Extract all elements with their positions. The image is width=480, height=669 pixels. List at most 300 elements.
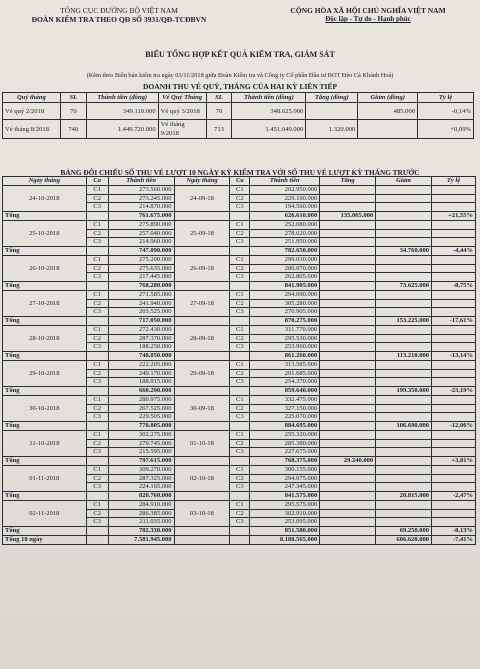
- grand-total-row: [3, 535, 476, 544]
- shift-label: C1: [86, 325, 108, 334]
- empty-cell: [432, 404, 476, 413]
- empty-cell: [376, 474, 432, 483]
- shift-label: C2: [86, 404, 108, 413]
- shift-label: C2: [86, 509, 108, 518]
- shift-label: C1: [230, 290, 250, 299]
- ratio-cell: -23,19%: [432, 387, 476, 396]
- empty-cell: [320, 465, 376, 474]
- empty-cell: [320, 360, 376, 369]
- shift-label: C3: [86, 378, 108, 387]
- daily-total-previous: 626.610.000: [250, 212, 320, 221]
- shift-amount: 211.035.000: [108, 518, 174, 527]
- empty-cell: [320, 185, 376, 194]
- shift-label: C3: [86, 273, 108, 282]
- shift-label: C3: [230, 343, 250, 352]
- shift-amount: 287.370.000: [108, 334, 174, 343]
- shift-amount: 287.325.000: [108, 474, 174, 483]
- shift-amount: 272.430.000: [108, 325, 174, 334]
- daily-total-current: 748.050.000: [108, 352, 174, 361]
- increase-cell: [320, 422, 376, 431]
- shift-label: C1: [230, 325, 250, 334]
- shift-amount: 284.910.000: [108, 500, 174, 509]
- shift-amount: 229.505.000: [108, 413, 174, 422]
- empty-cell: [230, 317, 250, 326]
- date-cell: 25-10-2018: [3, 220, 87, 246]
- empty-cell: [432, 518, 476, 527]
- empty-cell: [376, 264, 432, 273]
- shift-row: [3, 395, 476, 404]
- shift-label: C2: [86, 474, 108, 483]
- daily-total-row: [3, 387, 476, 396]
- empty-cell: [432, 290, 476, 299]
- empty-cell: [86, 247, 108, 256]
- summary-cell: 349.110.000: [86, 103, 158, 120]
- shift-row: [3, 325, 476, 334]
- daily-total-previous: 861.260.000: [250, 352, 320, 361]
- empty-cell: [376, 255, 432, 264]
- empty-cell: [432, 474, 476, 483]
- empty-cell: [86, 317, 108, 326]
- summary-cell: 485.000: [358, 103, 418, 120]
- empty-cell: [320, 474, 376, 483]
- date-cell: 03-10-18: [174, 500, 230, 526]
- empty-cell: [376, 439, 432, 448]
- shift-amount: 257.040.000: [108, 229, 174, 238]
- shift-amount: 241.940.000: [108, 299, 174, 308]
- shift-label: C1: [86, 465, 108, 474]
- empty-cell: [174, 282, 230, 291]
- shift-amount: 294.090.000: [250, 290, 320, 299]
- shift-label: C2: [230, 229, 250, 238]
- shift-amount: 302.910.000: [250, 509, 320, 518]
- shift-label: C3: [86, 518, 108, 527]
- daily-total-previous: 841.905.000: [250, 282, 320, 291]
- empty-cell: [376, 238, 432, 247]
- shift-amount: 275.200.000: [108, 255, 174, 264]
- shift-label: C3: [86, 483, 108, 492]
- shift-amount: 254.370.000: [250, 378, 320, 387]
- summary-cell: 70: [60, 103, 86, 120]
- date-cell: 28-10-2018: [3, 325, 87, 351]
- shift-label: C1: [230, 430, 250, 439]
- empty-cell: [376, 203, 432, 212]
- date-cell: 01-11-2018: [3, 465, 87, 491]
- empty-cell: [230, 527, 250, 536]
- shift-label: C1: [230, 220, 250, 229]
- daily-total-previous: 870.275.000: [250, 317, 320, 326]
- empty-cell: [174, 492, 230, 501]
- shift-label: C3: [86, 343, 108, 352]
- empty-cell: [432, 185, 476, 194]
- summary-header-cell: Vé Quý Tháng: [158, 93, 206, 103]
- empty-cell: [376, 273, 432, 282]
- shift-amount: 291.685.000: [250, 369, 320, 378]
- empty-cell: [320, 308, 376, 317]
- shift-label: C3: [230, 483, 250, 492]
- empty-cell: [86, 527, 108, 536]
- shift-row: [3, 360, 476, 369]
- empty-cell: [376, 185, 432, 194]
- empty-cell: [86, 492, 108, 501]
- empty-cell: [432, 378, 476, 387]
- shift-amount: 295.575.000: [250, 500, 320, 509]
- comparison-header-cell: Ngày tháng: [3, 177, 87, 186]
- shift-label: C3: [230, 413, 250, 422]
- shift-label: C1: [86, 290, 108, 299]
- inspection-team-name: ĐOÀN KIỂM TRA THEO QĐ SỐ 3931/QĐ-TCĐBVN: [31, 15, 207, 24]
- ratio-cell: +3,81%: [432, 457, 476, 466]
- empty-cell: [432, 509, 476, 518]
- empty-cell: [86, 387, 108, 396]
- summary-cell: 1.449.720.000: [86, 120, 158, 139]
- empty-cell: [320, 203, 376, 212]
- national-name: CỘNG HÒA XÃ HỘI CHỦ NGHĨA VIỆT NAM: [290, 6, 446, 15]
- shift-label: C3: [86, 413, 108, 422]
- empty-cell: [320, 430, 376, 439]
- date-cell: 01-10-18: [174, 430, 230, 456]
- summary-header-cell: Tỷ lệ: [418, 93, 474, 103]
- empty-cell: [86, 212, 108, 221]
- shift-label: C3: [86, 238, 108, 247]
- empty-cell: [432, 395, 476, 404]
- empty-cell: [376, 404, 432, 413]
- daily-total-current: 660.290.000: [108, 387, 174, 396]
- shift-label: C2: [230, 194, 250, 203]
- comparison-header-cell: Ca: [86, 177, 108, 186]
- empty-cell: [174, 527, 230, 536]
- shift-label: C2: [86, 229, 108, 238]
- empty-cell: [432, 334, 476, 343]
- empty-cell: [86, 535, 108, 544]
- shift-label: C1: [86, 220, 108, 229]
- empty-cell: [376, 194, 432, 203]
- daily-total-row: [3, 457, 476, 466]
- shift-row: [3, 500, 476, 509]
- empty-cell: [320, 238, 376, 247]
- shift-label: C2: [230, 509, 250, 518]
- empty-cell: [320, 448, 376, 457]
- summary-row: [3, 103, 474, 120]
- decrease-cell: 199.350.000: [376, 387, 432, 396]
- shift-amount: 279.745.000: [108, 439, 174, 448]
- empty-cell: [230, 352, 250, 361]
- increase-cell: [320, 317, 376, 326]
- national-motto: Độc lập - Tự do - Hạnh phúc: [325, 15, 411, 23]
- daily-total-current: 797.615.000: [108, 457, 174, 466]
- increase-cell: 29.240.000: [320, 457, 376, 466]
- summary-table: [2, 92, 474, 139]
- total-label: Tổng: [3, 422, 87, 431]
- empty-cell: [376, 413, 432, 422]
- empty-cell: [320, 325, 376, 334]
- empty-cell: [376, 334, 432, 343]
- shift-label: C3: [86, 308, 108, 317]
- summary-cell: Vé tháng 9/2018: [158, 120, 206, 139]
- shift-amount: 270.905.000: [250, 308, 320, 317]
- ratio-cell: -8,75%: [432, 282, 476, 291]
- daily-total-row: [3, 527, 476, 536]
- shift-amount: 253.960.000: [250, 343, 320, 352]
- increase-cell: [320, 352, 376, 361]
- shift-amount: 280.975.000: [108, 395, 174, 404]
- shift-amount: 271.585.000: [108, 290, 174, 299]
- comparison-header-cell: Tỷ lệ: [432, 177, 476, 186]
- ratio-cell: -4,44%: [432, 247, 476, 256]
- shift-amount: 262.805.000: [250, 273, 320, 282]
- total-label: Tổng: [3, 352, 87, 361]
- date-cell: 24-09-18: [174, 185, 230, 211]
- shift-amount: 255.320.000: [250, 430, 320, 439]
- shift-label: C2: [230, 404, 250, 413]
- empty-cell: [376, 465, 432, 474]
- ratio-cell: -12,06%: [432, 422, 476, 431]
- shift-amount: 313.585.000: [250, 360, 320, 369]
- total-label: Tổng: [3, 527, 87, 536]
- summary-cell: 348.625.000: [232, 103, 306, 120]
- total-label: Tổng: [3, 247, 87, 256]
- summary-cell: Vé quý 2/2018: [3, 103, 61, 120]
- decrease-cell: [376, 212, 432, 221]
- decrease-cell: 113.210.000: [376, 352, 432, 361]
- daily-total-previous: 768.375.000: [250, 457, 320, 466]
- empty-cell: [230, 387, 250, 396]
- empty-cell: [86, 282, 108, 291]
- comparison-header-cell: Ca: [230, 177, 250, 186]
- decrease-cell: 106.690.000: [376, 422, 432, 431]
- daily-total-row: [3, 492, 476, 501]
- shift-label: C1: [230, 395, 250, 404]
- comparison-header-cell: Tăng: [320, 177, 376, 186]
- empty-cell: [320, 500, 376, 509]
- shift-row: [3, 430, 476, 439]
- summary-header-cell: Thành tiền (đồng): [86, 93, 158, 103]
- summary-cell: [306, 103, 358, 120]
- shift-amount: 275.635.000: [108, 264, 174, 273]
- shift-amount: 217.445.000: [108, 273, 174, 282]
- ratio-cell: -17,61%: [432, 317, 476, 326]
- increase-cell: [320, 247, 376, 256]
- shift-amount: 188.915.000: [108, 378, 174, 387]
- increase-cell: [320, 492, 376, 501]
- comparison-table: [2, 176, 476, 545]
- empty-cell: [376, 220, 432, 229]
- shift-label: C3: [230, 238, 250, 247]
- grand-total-previous: 8.188.565.000: [250, 535, 320, 544]
- summary-header-cell: SL: [60, 93, 86, 103]
- comparison-header-row: [3, 177, 476, 186]
- shift-amount: 273.560.000: [108, 185, 174, 194]
- decrease-cell: 69.250.000: [376, 527, 432, 536]
- shift-label: C1: [86, 430, 108, 439]
- empty-cell: [432, 369, 476, 378]
- daily-total-current: 747.890.000: [108, 247, 174, 256]
- increase-cell: [320, 387, 376, 396]
- shift-amount: 267.525.000: [108, 404, 174, 413]
- empty-cell: [320, 220, 376, 229]
- empty-cell: [320, 369, 376, 378]
- summary-cell: 1.320.000: [306, 120, 358, 139]
- daily-total-row: [3, 212, 476, 221]
- shift-amount: 215.595.000: [108, 448, 174, 457]
- date-cell: 26-09-18: [174, 255, 230, 281]
- shift-amount: 229.100.000: [250, 194, 320, 203]
- daily-total-row: [3, 317, 476, 326]
- date-cell: 30-09-18: [174, 395, 230, 421]
- shift-amount: 214.870.000: [108, 203, 174, 212]
- shift-label: C1: [230, 500, 250, 509]
- date-cell: 25-09-18: [174, 220, 230, 246]
- empty-cell: [230, 282, 250, 291]
- shift-label: C1: [230, 185, 250, 194]
- empty-cell: [376, 509, 432, 518]
- shift-label: C1: [86, 255, 108, 264]
- grand-total-current: 7.581.945.000: [108, 535, 174, 544]
- summary-cell: -0,14%: [418, 103, 474, 120]
- empty-cell: [320, 518, 376, 527]
- summary-cell: Vé tháng 8/2018: [3, 120, 61, 139]
- shift-label: C1: [230, 255, 250, 264]
- shift-amount: 253.095.000: [250, 518, 320, 527]
- date-cell: 31-10-2018: [3, 430, 87, 456]
- shift-amount: 227.675.000: [250, 448, 320, 457]
- empty-cell: [432, 413, 476, 422]
- summary-header-cell: SL: [206, 93, 232, 103]
- shift-amount: 251.950.000: [250, 238, 320, 247]
- shift-label: C1: [86, 500, 108, 509]
- date-cell: 24-10-2018: [3, 185, 87, 211]
- empty-cell: [376, 448, 432, 457]
- empty-cell: [376, 229, 432, 238]
- shift-amount: 202.950.000: [250, 185, 320, 194]
- section-comparison-title: BẢNG ĐỐI CHIẾU SỐ THU VÉ LƯỢT 10 NGÀY KỲ KIỂM TRA VỚI SỐ THU VÉ LƯỢT KỲ THÁNG TRƯỚC: [60, 168, 420, 177]
- decrease-cell: 34.760.000: [376, 247, 432, 256]
- empty-cell: [320, 290, 376, 299]
- daily-total-row: [3, 282, 476, 291]
- comparison-header-cell: Ngày tháng: [174, 177, 230, 186]
- empty-cell: [376, 325, 432, 334]
- document-subtitle: (Kèm theo Biên bản kiểm tra ngày 03/11/2018 giữa Đoàn Kiểm tra và Công ty Cổ phần Đầu tư BOT Đèo Cả Khánh Hoà): [86, 72, 394, 79]
- empty-cell: [174, 352, 230, 361]
- shift-label: C2: [230, 334, 250, 343]
- empty-cell: [86, 352, 108, 361]
- daily-total-previous: 841.575.000: [250, 492, 320, 501]
- shift-amount: 273.245.000: [108, 194, 174, 203]
- shift-amount: 225.070.000: [250, 413, 320, 422]
- empty-cell: [432, 325, 476, 334]
- empty-cell: [376, 378, 432, 387]
- shift-label: C3: [230, 378, 250, 387]
- shift-amount: 188.250.000: [108, 343, 174, 352]
- summary-header-cell: Tăng (đồng): [306, 93, 358, 103]
- shift-row: [3, 255, 476, 264]
- document-title: BIỂU TỔNG HỢP KẾT QUẢ KIỂM TRA, GIÁM SÁT: [145, 50, 335, 59]
- daily-total-previous: 851.580.000: [250, 527, 320, 536]
- daily-total-row: [3, 352, 476, 361]
- empty-cell: [376, 343, 432, 352]
- summary-cell: Vé quý 3/2018: [158, 103, 206, 120]
- total-label: Tổng: [3, 282, 87, 291]
- date-cell: 29-09-18: [174, 360, 230, 386]
- empty-cell: [174, 422, 230, 431]
- summary-header-row: [3, 93, 474, 103]
- empty-cell: [376, 500, 432, 509]
- empty-cell: [432, 430, 476, 439]
- shift-amount: 286.385.000: [108, 509, 174, 518]
- shift-label: C3: [86, 203, 108, 212]
- shift-amount: 311.770.000: [250, 325, 320, 334]
- empty-cell: [86, 422, 108, 431]
- total-label: Tổng: [3, 457, 87, 466]
- daily-total-current: 820.760.000: [108, 492, 174, 501]
- daily-total-previous: 884.695.000: [250, 422, 320, 431]
- empty-cell: [320, 273, 376, 282]
- total-label: Tổng: [3, 387, 87, 396]
- shift-amount: 194.560.000: [250, 203, 320, 212]
- shift-label: C3: [230, 448, 250, 457]
- comparison-header-cell: Thành tiền: [250, 177, 320, 186]
- total-label: Tổng: [3, 212, 87, 221]
- empty-cell: [432, 255, 476, 264]
- empty-cell: [320, 229, 376, 238]
- decrease-cell: 153.225.000: [376, 317, 432, 326]
- shift-label: C1: [230, 360, 250, 369]
- shift-label: C2: [86, 369, 108, 378]
- empty-cell: [432, 229, 476, 238]
- date-cell: 28-09-18: [174, 325, 230, 351]
- date-cell: 02-10-18: [174, 465, 230, 491]
- empty-cell: [432, 360, 476, 369]
- empty-cell: [86, 457, 108, 466]
- daily-total-current: 782.330.000: [108, 527, 174, 536]
- increase-cell: 135.065.000: [320, 212, 376, 221]
- shift-amount: 309.270.000: [108, 465, 174, 474]
- empty-cell: [432, 264, 476, 273]
- empty-cell: [230, 457, 250, 466]
- empty-cell: [376, 483, 432, 492]
- decrease-cell: 73.625.000: [376, 282, 432, 291]
- comparison-header-cell: Thành tiền: [108, 177, 174, 186]
- empty-cell: [376, 299, 432, 308]
- daily-total-current: 778.005.000: [108, 422, 174, 431]
- grand-total-ratio: -7,41%: [432, 535, 476, 544]
- agency-header: [14, 6, 224, 24]
- summary-row: [3, 120, 474, 139]
- shift-label: C2: [230, 369, 250, 378]
- total-label: Tổng: [3, 317, 87, 326]
- total-label: Tổng: [3, 492, 87, 501]
- empty-cell: [432, 465, 476, 474]
- date-cell: 27-10-2018: [3, 290, 87, 316]
- daily-total-row: [3, 247, 476, 256]
- empty-cell: [320, 194, 376, 203]
- empty-cell: [432, 343, 476, 352]
- increase-cell: [320, 527, 376, 536]
- shift-label: C3: [230, 518, 250, 527]
- ratio-cell: -8,13%: [432, 527, 476, 536]
- shift-label: C2: [230, 474, 250, 483]
- empty-cell: [320, 535, 376, 544]
- daily-total-previous: 859.640.000: [250, 387, 320, 396]
- empty-cell: [230, 492, 250, 501]
- empty-cell: [320, 299, 376, 308]
- shift-label: C3: [230, 203, 250, 212]
- shift-amount: 247.345.000: [250, 483, 320, 492]
- shift-amount: 295.530.000: [250, 334, 320, 343]
- ratio-cell: +21,55%: [432, 212, 476, 221]
- empty-cell: [230, 212, 250, 221]
- empty-cell: [230, 247, 250, 256]
- decrease-cell: [376, 457, 432, 466]
